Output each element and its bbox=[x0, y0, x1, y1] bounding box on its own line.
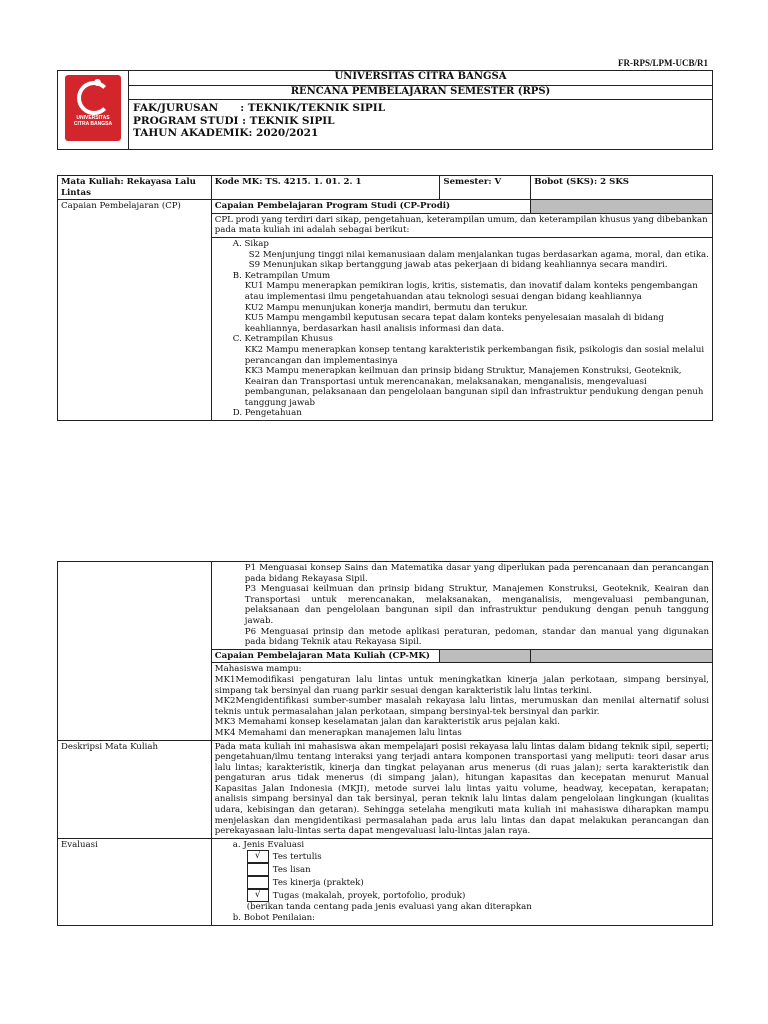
section-c: C. Ketrampilan Khusus bbox=[232, 334, 333, 345]
section-d: D. Pengetahuan bbox=[232, 408, 302, 419]
section-b: B. Ketrampilan Umum bbox=[232, 270, 331, 281]
logo-text: UNIVERSITAS CITRA BANGSA bbox=[73, 115, 113, 127]
checkbox[interactable] bbox=[247, 863, 269, 876]
grey-cell bbox=[531, 649, 713, 663]
document-title: RENCANA PEMBELAJARAN SEMESTER (RPS) bbox=[129, 85, 713, 100]
course-table-part1 bbox=[57, 175, 713, 421]
cp-list bbox=[211, 237, 712, 420]
checkbox[interactable]: √ bbox=[247, 889, 269, 902]
header-table bbox=[57, 70, 713, 150]
evaluation-option: Tes lisan bbox=[215, 863, 709, 876]
mk2: MK2Mengidentifikasi sumber-sumber masalah rekayasa lalu lintas, merumuskan dan menilai alternatif solusi teknis untuk permasalahan jalan perkotaan, simpang bersinyal-tek bersinyal dan parkir. bbox=[214, 696, 709, 717]
evaluation-option: Tes kinerja (praktek) bbox=[215, 876, 709, 889]
mk3: MK3 Memahami konsep keselamatan jalan dan karakteristik arus pejalan kaki. bbox=[214, 717, 561, 728]
mk1: MK1Memodifikasi pengaturan lalu lintas untuk meningkatkan kinerja jalan perkotaan, simpang bersinyal, simpang tak bersinyal dan ruang parkir sesuai dengan karakteristik lalu lintas terkini. bbox=[214, 674, 709, 696]
cp-mk-heading: Capaian Pembelajaran Mata Kuliah (CP-MK) bbox=[211, 649, 440, 663]
faculty-line: FAK/JURUSAN : TEKNIK/TEKNIK SIPIL bbox=[133, 102, 386, 115]
header-details bbox=[129, 100, 713, 150]
university-logo bbox=[65, 75, 121, 141]
evaluation-option: √ Tes tertulis bbox=[215, 850, 709, 863]
logo-dot-icon bbox=[94, 79, 101, 86]
course-code: Kode MK: TS. 4215. 1. 01. 2. 1 bbox=[211, 176, 440, 200]
document-code: FR-RPS/LPM-UCB/R1 bbox=[618, 58, 708, 68]
mk-intro: Mahasiswa mampu: bbox=[214, 664, 302, 675]
logo-ring-icon bbox=[77, 81, 111, 115]
evaluation-type-heading: a. Jenis Evaluasi bbox=[232, 839, 305, 850]
logo-cell bbox=[58, 71, 129, 150]
description-text: Pada mata kuliah ini mahasiswa akan mempelajari posisi rekayasa lalu lintas dalam bidang teknik sipil, seperti; pengetahuan/ilmu tentang interaksi yang terjadi antara komponen transportasi yang meliputi: teori dasar arus lalu lintas; karakteristik, kinerja dan tingkat pelayanan arus menerus (di ruas jalan); serta karakteristik dan pengaturan arus tidak menerus (di simpang jalan), hitungan kapasitas dan kecepatan menurut Manual Kapasitas Jalan Indonesia (MKJI), metode survei lalu lintas yaitu volume, headway, kecepatan, kerapatan; analisis simpang bersinyal dan tak bersinyal, peran teknik lalu lintas dalam pengelolaan lingkungan (kualitas udara, kebisingan dan getaran). Sehingga setelaha mengikuti mata kuliah ini mahasiswa diharapkan mampu menjelaskan dan mengidentikasi permasalahan pada arus lalu lintas dan dapat melakukan perancangan dan perekayasaan lalu-lintas serta dapat mengevaluasi lalu-lintas jalan raya. bbox=[211, 740, 712, 838]
semester: Semester: V bbox=[440, 176, 531, 200]
university-name: UNIVERSITAS CITRA BANGSA bbox=[129, 71, 713, 86]
ku2: KU2 Mampu menunjukan konerja mandiri, bermutu dan terukur. bbox=[244, 302, 528, 313]
ku5: KU5 Mampu mengambil keputusan secara tepat dalam konteks penyelesaian masalah di bidang keahliannya, berdasarkan hasil analisis informasi dan data. bbox=[244, 313, 664, 334]
cp-prodi-heading: Capaian Pembelajaran Program Studi (CP-Prodi) bbox=[211, 200, 530, 214]
ku1: KU1 Mampu menerapkan pemikiran logis, kritis, sistematis, dan inovatif dalam konteks pengembangan atau implementasi ilmu pengetahuandan atau teknologi sesuai dengan bidang keahliannya bbox=[244, 281, 698, 302]
s2: S2 Menjunjung tinggi nilai kemanusiaan dalam menjalankan tugas berdasarkan agama, moral, dan etika. bbox=[248, 249, 709, 260]
kk3: KK3 Mampu menerapkan keilmuan dan prinsip bidang Struktur, Manajemen Konstruksi, Geoteknik, Keairan dan Transportasi untuk merencanakan, melaksanakan, menganalisis, mengevaluasi pembangunan, pelaksanaan dan pengelolaan bangunan sipil dan infrastruktur pendukung dengan penuh tanggung jawab bbox=[244, 366, 704, 408]
p1: P1 Menguasai konsep Sains dan Matematika dasar yang diperlukan pada perencanaan dan perancangan pada bidang Rekayasa Sipil. bbox=[244, 563, 709, 584]
grey-cell bbox=[440, 649, 531, 663]
cp-intro: CPL prodi yang terdiri dari sikap, pengetahuan, keterampilan umum, dan keterampilan khusus yang dibebankan pada mata kuliah ini adalah sebagai berikut: bbox=[211, 213, 712, 237]
course-table-part2 bbox=[57, 561, 713, 926]
kk2: KK2 Mampu menerapkan konsep tentang karakteristik perkembangan fisik, psikologis dan sosial melalui perancangan dan implementasinya bbox=[244, 344, 705, 366]
cp-mk-list bbox=[211, 663, 712, 740]
p3: P3 Menguasai keilmuan dan prinsip bidang Struktur, Manajemen Konstruksi, Geoteknik, Keairan dan Transportasi untuk merencanakan, melaksanakan, menganalisis, mengevaluasi pembangunan, pelaksanaan dan pengelolaan bangunan sipil dan infrastruktur pendukung dengan penuh tanggung jawab. bbox=[244, 584, 709, 626]
description-label: Deskripsi Mata Kuliah bbox=[58, 740, 212, 838]
p6: P6 Menguasai prinsip dan metode aplikasi peraturan, pedoman, standar dan manual yang digunakan pada bidang Teknik atau Rekayasa Sipil. bbox=[244, 626, 709, 648]
evaluation-option: √ Tugas (makalah, proyek, portofolio, produk) bbox=[215, 889, 709, 902]
cp-label: Capaian Pembelajaran (CP) bbox=[58, 200, 212, 421]
cp-continued-label bbox=[58, 562, 212, 741]
knowledge-list bbox=[211, 562, 712, 650]
evaluation-label: Evaluasi bbox=[58, 838, 212, 925]
s9: S9 Menunjukan sikap bertanggung jawab atas pekerjaan di bidang keahliannya secara mandiri. bbox=[248, 260, 668, 271]
evaluation-note: (berikan tanda centang pada jenis evaluasi yang akan diterapkan bbox=[246, 902, 532, 913]
credits: Bobot (SKS): 2 SKS bbox=[531, 176, 713, 200]
section-a: A. Sikap bbox=[232, 238, 269, 249]
evaluation-content bbox=[211, 838, 712, 925]
checkbox[interactable]: √ bbox=[247, 850, 269, 863]
mk4: MK4 Memahami dan menerapkan manajemen lalu lintas bbox=[214, 727, 462, 738]
academic-year-line: TAHUN AKADEMIK: 2020/2021 bbox=[133, 127, 319, 140]
program-line: PROGRAM STUDI : TEKNIK SIPIL bbox=[133, 114, 335, 127]
grey-cell bbox=[531, 200, 713, 214]
weight-heading: b. Bobot Penilaian: bbox=[232, 913, 316, 924]
course-name: Mata Kuliah: Rekayasa Lalu Lintas bbox=[58, 176, 212, 200]
checkbox[interactable] bbox=[247, 876, 269, 889]
